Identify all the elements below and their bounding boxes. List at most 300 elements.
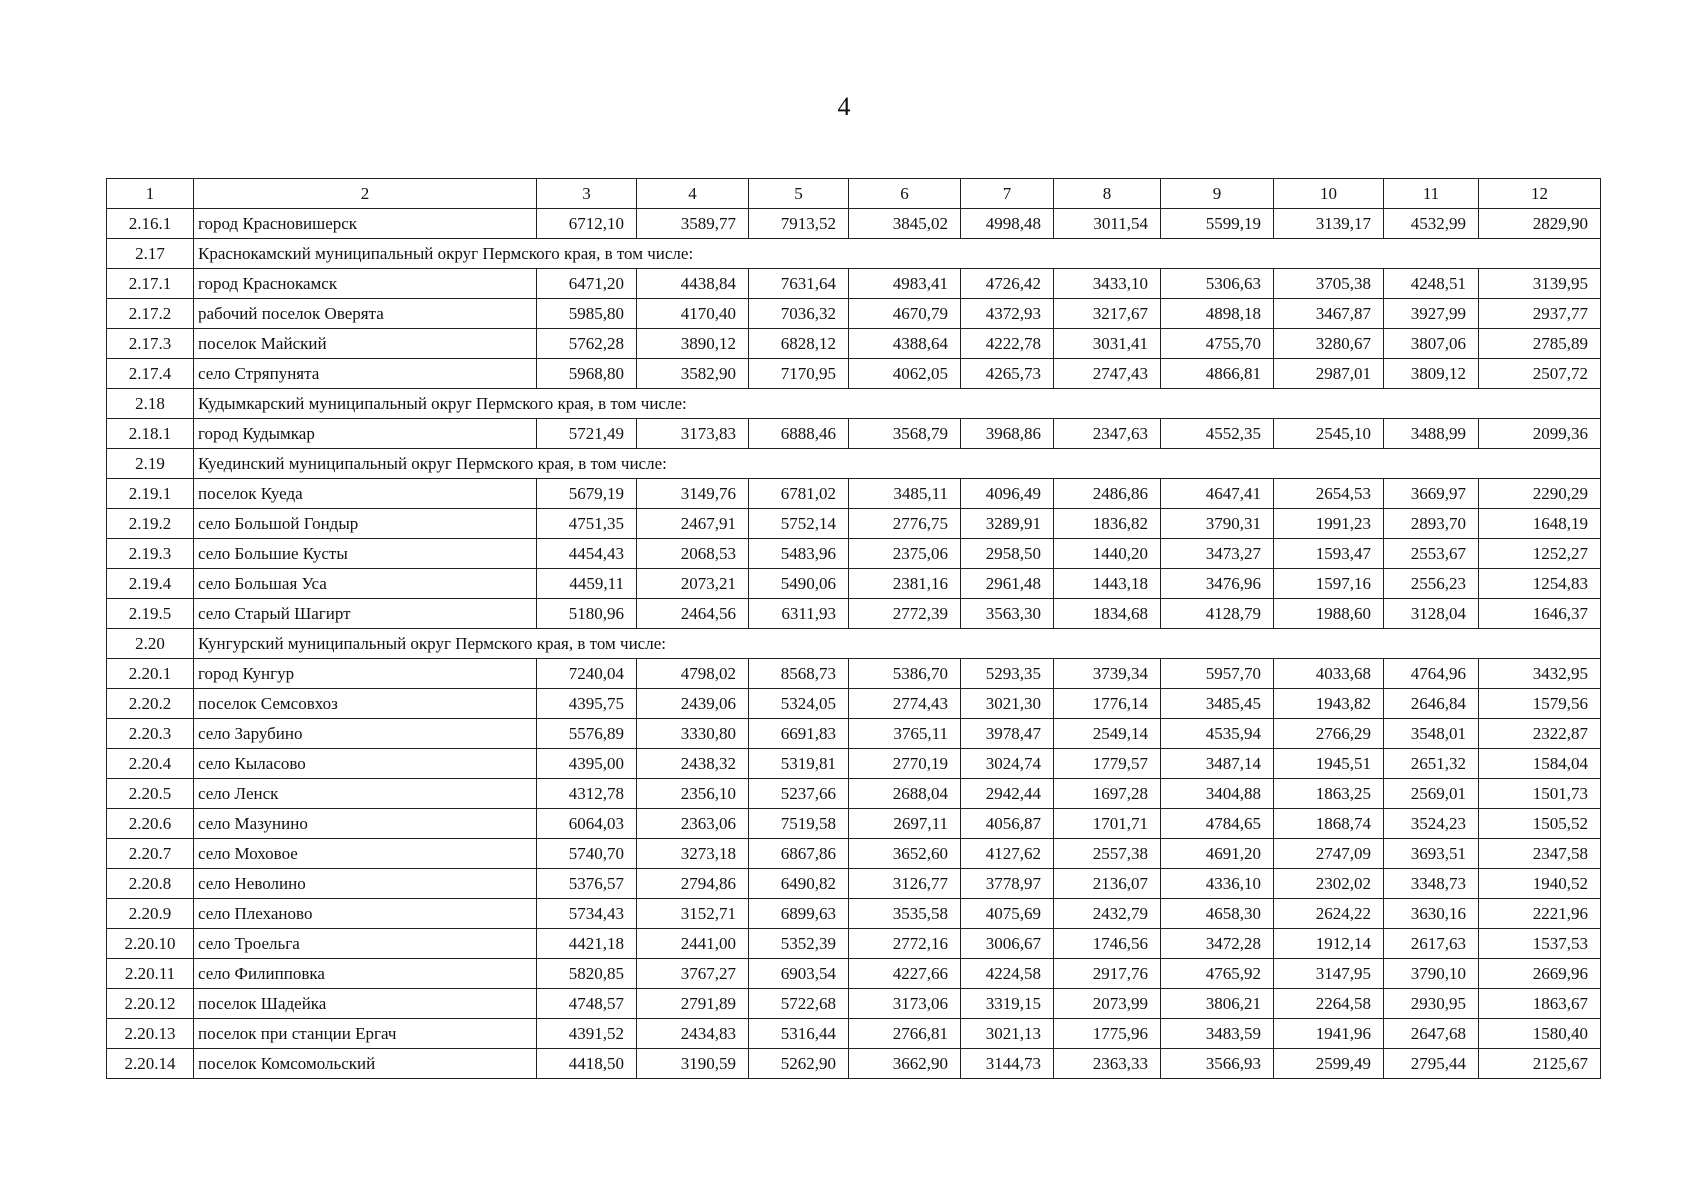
value-cell: 2441,00 xyxy=(637,929,749,959)
value-cell: 2774,43 xyxy=(849,689,961,719)
value-cell: 3968,86 xyxy=(961,419,1054,449)
value-cell: 3524,23 xyxy=(1384,809,1479,839)
value-cell: 2486,86 xyxy=(1054,479,1161,509)
value-cell: 2961,48 xyxy=(961,569,1054,599)
value-cell: 1775,96 xyxy=(1054,1019,1161,1049)
section-code: 2.18 xyxy=(107,389,194,419)
value-cell: 4454,43 xyxy=(537,539,637,569)
value-cell: 2829,90 xyxy=(1479,209,1601,239)
value-cell: 6867,86 xyxy=(749,839,849,869)
value-cell: 2893,70 xyxy=(1384,509,1479,539)
value-cell: 1580,40 xyxy=(1479,1019,1601,1049)
value-cell: 3978,47 xyxy=(961,719,1054,749)
value-cell: 3330,80 xyxy=(637,719,749,749)
section-code: 2.17 xyxy=(107,239,194,269)
value-cell: 2937,77 xyxy=(1479,299,1601,329)
value-cell: 2772,16 xyxy=(849,929,961,959)
value-cell: 3024,74 xyxy=(961,749,1054,779)
value-cell: 1988,60 xyxy=(1274,599,1384,629)
value-cell: 1834,68 xyxy=(1054,599,1161,629)
settlement-name: поселок Семсовхоз xyxy=(194,689,537,719)
value-cell: 4336,10 xyxy=(1161,869,1274,899)
value-cell: 4222,78 xyxy=(961,329,1054,359)
settlement-name: рабочий поселок Оверята xyxy=(194,299,537,329)
value-cell: 2264,58 xyxy=(1274,989,1384,1019)
value-cell: 3173,83 xyxy=(637,419,749,449)
header-cell: 6 xyxy=(849,179,961,209)
value-cell: 1863,25 xyxy=(1274,779,1384,809)
value-cell: 2688,04 xyxy=(849,779,961,809)
value-cell: 4096,49 xyxy=(961,479,1054,509)
value-cell: 4128,79 xyxy=(1161,599,1274,629)
value-cell: 4395,00 xyxy=(537,749,637,779)
value-cell: 5985,80 xyxy=(537,299,637,329)
value-cell: 6828,12 xyxy=(749,329,849,359)
value-cell: 6903,54 xyxy=(749,959,849,989)
value-cell: 4748,57 xyxy=(537,989,637,1019)
value-cell: 2651,32 xyxy=(1384,749,1479,779)
settlement-name: село Филипповка xyxy=(194,959,537,989)
section-title: Кунгурский муниципальный округ Пермского края, в том числе: xyxy=(194,629,1601,659)
header-cell: 12 xyxy=(1479,179,1601,209)
value-cell: 6471,20 xyxy=(537,269,637,299)
value-cell: 1991,23 xyxy=(1274,509,1384,539)
value-cell: 4227,66 xyxy=(849,959,961,989)
value-cell: 1945,51 xyxy=(1274,749,1384,779)
value-cell: 4312,78 xyxy=(537,779,637,809)
settlement-name: село Моховое xyxy=(194,839,537,869)
value-cell: 3289,91 xyxy=(961,509,1054,539)
value-cell: 3693,51 xyxy=(1384,839,1479,869)
value-cell: 4764,96 xyxy=(1384,659,1479,689)
value-cell: 2617,63 xyxy=(1384,929,1479,959)
settlement-name: поселок Куеда xyxy=(194,479,537,509)
settlement-name: город Красновишерск xyxy=(194,209,537,239)
table-row xyxy=(107,689,1601,719)
table-header-row xyxy=(107,179,1601,209)
settlement-name: поселок Комсомольский xyxy=(194,1049,537,1079)
value-cell: 6899,63 xyxy=(749,899,849,929)
header-cell: 9 xyxy=(1161,179,1274,209)
value-cell: 3190,59 xyxy=(637,1049,749,1079)
value-cell: 1252,27 xyxy=(1479,539,1601,569)
value-cell: 1440,20 xyxy=(1054,539,1161,569)
value-cell: 5483,96 xyxy=(749,539,849,569)
value-cell: 5734,43 xyxy=(537,899,637,929)
value-cell: 4998,48 xyxy=(961,209,1054,239)
settlement-name: село Большой Гондыр xyxy=(194,509,537,539)
row-code: 2.17.3 xyxy=(107,329,194,359)
value-cell: 6888,46 xyxy=(749,419,849,449)
value-cell: 2646,84 xyxy=(1384,689,1479,719)
value-cell: 2467,91 xyxy=(637,509,749,539)
row-code: 2.20.3 xyxy=(107,719,194,749)
value-cell: 3767,27 xyxy=(637,959,749,989)
value-cell: 7913,52 xyxy=(749,209,849,239)
row-code: 2.20.1 xyxy=(107,659,194,689)
value-cell: 3568,79 xyxy=(849,419,961,449)
settlement-name: село Кыласово xyxy=(194,749,537,779)
value-cell: 6490,82 xyxy=(749,869,849,899)
value-cell: 2464,56 xyxy=(637,599,749,629)
value-cell: 4248,51 xyxy=(1384,269,1479,299)
value-cell: 3589,77 xyxy=(637,209,749,239)
header-cell: 11 xyxy=(1384,179,1479,209)
value-cell: 2794,86 xyxy=(637,869,749,899)
table-row xyxy=(107,359,1601,389)
row-code: 2.20.10 xyxy=(107,929,194,959)
value-cell: 3566,93 xyxy=(1161,1049,1274,1079)
value-cell: 3139,17 xyxy=(1274,209,1384,239)
table-row xyxy=(107,869,1601,899)
table-row xyxy=(107,569,1601,599)
value-cell: 3487,14 xyxy=(1161,749,1274,779)
value-cell: 3630,16 xyxy=(1384,899,1479,929)
value-cell: 7240,04 xyxy=(537,659,637,689)
value-cell: 2772,39 xyxy=(849,599,961,629)
value-cell: 1868,74 xyxy=(1274,809,1384,839)
value-cell: 2785,89 xyxy=(1479,329,1601,359)
value-cell: 2125,67 xyxy=(1479,1049,1601,1079)
header-cell: 1 xyxy=(107,179,194,209)
value-cell: 2987,01 xyxy=(1274,359,1384,389)
settlement-name: село Плеханово xyxy=(194,899,537,929)
table-row xyxy=(107,209,1601,239)
value-cell: 2432,79 xyxy=(1054,899,1161,929)
section-title: Куединский муниципальный округ Пермского края, в том числе: xyxy=(194,449,1601,479)
value-cell: 3173,06 xyxy=(849,989,961,1019)
value-cell: 3144,73 xyxy=(961,1049,1054,1079)
row-code: 2.19.5 xyxy=(107,599,194,629)
row-code: 2.20.8 xyxy=(107,869,194,899)
value-cell: 2322,87 xyxy=(1479,719,1601,749)
data-table-container xyxy=(106,178,1600,1079)
table-row xyxy=(107,599,1601,629)
value-cell: 4670,79 xyxy=(849,299,961,329)
section-row xyxy=(107,389,1601,419)
table-row xyxy=(107,719,1601,749)
row-code: 2.20.9 xyxy=(107,899,194,929)
value-cell: 2599,49 xyxy=(1274,1049,1384,1079)
value-cell: 1776,14 xyxy=(1054,689,1161,719)
value-cell: 2697,11 xyxy=(849,809,961,839)
table-row xyxy=(107,329,1601,359)
section-title: Кудымкарский муниципальный округ Пермского края, в том числе: xyxy=(194,389,1601,419)
row-code: 2.17.4 xyxy=(107,359,194,389)
value-cell: 3927,99 xyxy=(1384,299,1479,329)
value-cell: 3404,88 xyxy=(1161,779,1274,809)
settlement-name: село Большие Кусты xyxy=(194,539,537,569)
value-cell: 5762,28 xyxy=(537,329,637,359)
value-cell: 5740,70 xyxy=(537,839,637,869)
value-cell: 1697,28 xyxy=(1054,779,1161,809)
value-cell: 3021,13 xyxy=(961,1019,1054,1049)
value-cell: 4265,73 xyxy=(961,359,1054,389)
value-cell: 2669,96 xyxy=(1479,959,1601,989)
value-cell: 3280,67 xyxy=(1274,329,1384,359)
value-cell: 7170,95 xyxy=(749,359,849,389)
value-cell: 5490,06 xyxy=(749,569,849,599)
value-cell: 3809,12 xyxy=(1384,359,1479,389)
value-cell: 3128,04 xyxy=(1384,599,1479,629)
value-cell: 4391,52 xyxy=(537,1019,637,1049)
value-cell: 3485,45 xyxy=(1161,689,1274,719)
value-cell: 3662,90 xyxy=(849,1049,961,1079)
settlement-name: село Большая Уса xyxy=(194,569,537,599)
value-cell: 8568,73 xyxy=(749,659,849,689)
value-cell: 4388,64 xyxy=(849,329,961,359)
value-cell: 3006,67 xyxy=(961,929,1054,959)
value-cell: 2068,53 xyxy=(637,539,749,569)
table-row xyxy=(107,1049,1601,1079)
header-cell: 5 xyxy=(749,179,849,209)
table-row xyxy=(107,419,1601,449)
settlement-name: город Краснокамск xyxy=(194,269,537,299)
value-cell: 2434,83 xyxy=(637,1019,749,1049)
value-cell: 4062,05 xyxy=(849,359,961,389)
header-cell: 10 xyxy=(1274,179,1384,209)
value-cell: 2381,16 xyxy=(849,569,961,599)
table-row xyxy=(107,779,1601,809)
value-cell: 3021,30 xyxy=(961,689,1054,719)
value-cell: 4866,81 xyxy=(1161,359,1274,389)
table-row xyxy=(107,959,1601,989)
value-cell: 4438,84 xyxy=(637,269,749,299)
value-cell: 5721,49 xyxy=(537,419,637,449)
value-cell: 3845,02 xyxy=(849,209,961,239)
value-cell: 5319,81 xyxy=(749,749,849,779)
value-cell: 5957,70 xyxy=(1161,659,1274,689)
value-cell: 5352,39 xyxy=(749,929,849,959)
value-cell: 5722,68 xyxy=(749,989,849,1019)
value-cell: 7631,64 xyxy=(749,269,849,299)
table-row xyxy=(107,1019,1601,1049)
value-cell: 3031,41 xyxy=(1054,329,1161,359)
value-cell: 4755,70 xyxy=(1161,329,1274,359)
value-cell: 3790,31 xyxy=(1161,509,1274,539)
value-cell: 4691,20 xyxy=(1161,839,1274,869)
value-cell: 3273,18 xyxy=(637,839,749,869)
value-cell: 1501,73 xyxy=(1479,779,1601,809)
value-cell: 5599,19 xyxy=(1161,209,1274,239)
value-cell: 2795,44 xyxy=(1384,1049,1479,1079)
value-cell: 2290,29 xyxy=(1479,479,1601,509)
value-cell: 4372,93 xyxy=(961,299,1054,329)
table-row xyxy=(107,269,1601,299)
value-cell: 1646,37 xyxy=(1479,599,1601,629)
settlement-name: село Зарубино xyxy=(194,719,537,749)
value-cell: 3563,30 xyxy=(961,599,1054,629)
value-cell: 3890,12 xyxy=(637,329,749,359)
row-code: 2.20.7 xyxy=(107,839,194,869)
table-row xyxy=(107,299,1601,329)
row-code: 2.16.1 xyxy=(107,209,194,239)
value-cell: 2942,44 xyxy=(961,779,1054,809)
value-cell: 5306,63 xyxy=(1161,269,1274,299)
value-cell: 5324,05 xyxy=(749,689,849,719)
row-code: 2.20.13 xyxy=(107,1019,194,1049)
value-cell: 4033,68 xyxy=(1274,659,1384,689)
value-cell: 4395,75 xyxy=(537,689,637,719)
value-cell: 3807,06 xyxy=(1384,329,1479,359)
table-row xyxy=(107,899,1601,929)
value-cell: 4127,62 xyxy=(961,839,1054,869)
value-cell: 2770,19 xyxy=(849,749,961,779)
header-cell: 3 xyxy=(537,179,637,209)
value-cell: 3147,95 xyxy=(1274,959,1384,989)
value-cell: 3582,90 xyxy=(637,359,749,389)
value-cell: 2073,21 xyxy=(637,569,749,599)
section-row xyxy=(107,239,1601,269)
value-cell: 2438,32 xyxy=(637,749,749,779)
value-cell: 2356,10 xyxy=(637,779,749,809)
header-cell: 8 xyxy=(1054,179,1161,209)
value-cell: 3778,97 xyxy=(961,869,1054,899)
settlement-name: село Неволино xyxy=(194,869,537,899)
value-cell: 3476,96 xyxy=(1161,569,1274,599)
value-cell: 1443,18 xyxy=(1054,569,1161,599)
value-cell: 3217,67 xyxy=(1054,299,1161,329)
value-cell: 3152,71 xyxy=(637,899,749,929)
value-cell: 3535,58 xyxy=(849,899,961,929)
settlement-name: село Ленск xyxy=(194,779,537,809)
section-title: Краснокамский муниципальный округ Пермского края, в том числе: xyxy=(194,239,1601,269)
value-cell: 5386,70 xyxy=(849,659,961,689)
row-code: 2.19.4 xyxy=(107,569,194,599)
table-row xyxy=(107,839,1601,869)
table-row xyxy=(107,809,1601,839)
value-cell: 3483,59 xyxy=(1161,1019,1274,1049)
value-cell: 1941,96 xyxy=(1274,1019,1384,1049)
value-cell: 5752,14 xyxy=(749,509,849,539)
value-cell: 7036,32 xyxy=(749,299,849,329)
settlement-name: поселок при станции Ергач xyxy=(194,1019,537,1049)
table-row xyxy=(107,539,1601,569)
value-cell: 3765,11 xyxy=(849,719,961,749)
value-cell: 1505,52 xyxy=(1479,809,1601,839)
value-cell: 1648,19 xyxy=(1479,509,1601,539)
value-cell: 3139,95 xyxy=(1479,269,1601,299)
value-cell: 4552,35 xyxy=(1161,419,1274,449)
value-cell: 3548,01 xyxy=(1384,719,1479,749)
value-cell: 2507,72 xyxy=(1479,359,1601,389)
value-cell: 2553,67 xyxy=(1384,539,1479,569)
value-cell: 4418,50 xyxy=(537,1049,637,1079)
page-number: 4 xyxy=(837,92,851,121)
value-cell: 5262,90 xyxy=(749,1049,849,1079)
row-code: 2.18.1 xyxy=(107,419,194,449)
value-cell: 6311,93 xyxy=(749,599,849,629)
settlement-name: город Кудымкар xyxy=(194,419,537,449)
settlement-name: поселок Шадейка xyxy=(194,989,537,1019)
value-cell: 4459,11 xyxy=(537,569,637,599)
value-cell: 2221,96 xyxy=(1479,899,1601,929)
table-row xyxy=(107,929,1601,959)
value-cell: 2375,06 xyxy=(849,539,961,569)
value-cell: 2917,76 xyxy=(1054,959,1161,989)
value-cell: 1779,57 xyxy=(1054,749,1161,779)
value-cell: 4075,69 xyxy=(961,899,1054,929)
value-cell: 1912,14 xyxy=(1274,929,1384,959)
value-cell: 1943,82 xyxy=(1274,689,1384,719)
table-row xyxy=(107,659,1601,689)
section-code: 2.20 xyxy=(107,629,194,659)
row-code: 2.17.2 xyxy=(107,299,194,329)
value-cell: 3348,73 xyxy=(1384,869,1479,899)
header-cell: 7 xyxy=(961,179,1054,209)
value-cell: 2545,10 xyxy=(1274,419,1384,449)
section-code: 2.19 xyxy=(107,449,194,479)
value-cell: 2791,89 xyxy=(637,989,749,1019)
value-cell: 2557,38 xyxy=(1054,839,1161,869)
value-cell: 2347,63 xyxy=(1054,419,1161,449)
value-cell: 1584,04 xyxy=(1479,749,1601,779)
value-cell: 1593,47 xyxy=(1274,539,1384,569)
value-cell: 2647,68 xyxy=(1384,1019,1479,1049)
value-cell: 2099,36 xyxy=(1479,419,1601,449)
value-cell: 2958,50 xyxy=(961,539,1054,569)
row-code: 2.19.2 xyxy=(107,509,194,539)
value-cell: 3739,34 xyxy=(1054,659,1161,689)
value-cell: 6691,83 xyxy=(749,719,849,749)
settlement-name: село Мазунино xyxy=(194,809,537,839)
row-code: 2.20.2 xyxy=(107,689,194,719)
value-cell: 3319,15 xyxy=(961,989,1054,1019)
value-cell: 6712,10 xyxy=(537,209,637,239)
value-cell: 2569,01 xyxy=(1384,779,1479,809)
table-row xyxy=(107,989,1601,1019)
value-cell: 4658,30 xyxy=(1161,899,1274,929)
row-code: 2.20.12 xyxy=(107,989,194,1019)
row-code: 2.20.11 xyxy=(107,959,194,989)
settlement-name: поселок Майский xyxy=(194,329,537,359)
header-cell: 4 xyxy=(637,179,749,209)
value-cell: 4170,40 xyxy=(637,299,749,329)
value-cell: 1254,83 xyxy=(1479,569,1601,599)
value-cell: 5316,44 xyxy=(749,1019,849,1049)
value-cell: 6781,02 xyxy=(749,479,849,509)
value-cell: 1579,56 xyxy=(1479,689,1601,719)
value-cell: 1940,52 xyxy=(1479,869,1601,899)
value-cell: 2136,07 xyxy=(1054,869,1161,899)
value-cell: 4224,58 xyxy=(961,959,1054,989)
value-cell: 2363,06 xyxy=(637,809,749,839)
value-cell: 4532,99 xyxy=(1384,209,1479,239)
value-cell: 5576,89 xyxy=(537,719,637,749)
value-cell: 4898,18 xyxy=(1161,299,1274,329)
settlement-name: село Стряпунята xyxy=(194,359,537,389)
value-cell: 4784,65 xyxy=(1161,809,1274,839)
settlement-name: село Старый Шагирт xyxy=(194,599,537,629)
value-cell: 5679,19 xyxy=(537,479,637,509)
section-row xyxy=(107,629,1601,659)
value-cell: 2747,09 xyxy=(1274,839,1384,869)
table-row xyxy=(107,509,1601,539)
row-code: 2.20.5 xyxy=(107,779,194,809)
value-cell: 1701,71 xyxy=(1054,809,1161,839)
value-cell: 3433,10 xyxy=(1054,269,1161,299)
value-cell: 1746,56 xyxy=(1054,929,1161,959)
data-table xyxy=(106,178,1601,1079)
table-row xyxy=(107,749,1601,779)
value-cell: 3467,87 xyxy=(1274,299,1384,329)
header-cell: 2 xyxy=(194,179,537,209)
value-cell: 4647,41 xyxy=(1161,479,1274,509)
value-cell: 2776,75 xyxy=(849,509,961,539)
value-cell: 2347,58 xyxy=(1479,839,1601,869)
value-cell: 1597,16 xyxy=(1274,569,1384,599)
value-cell: 5820,85 xyxy=(537,959,637,989)
